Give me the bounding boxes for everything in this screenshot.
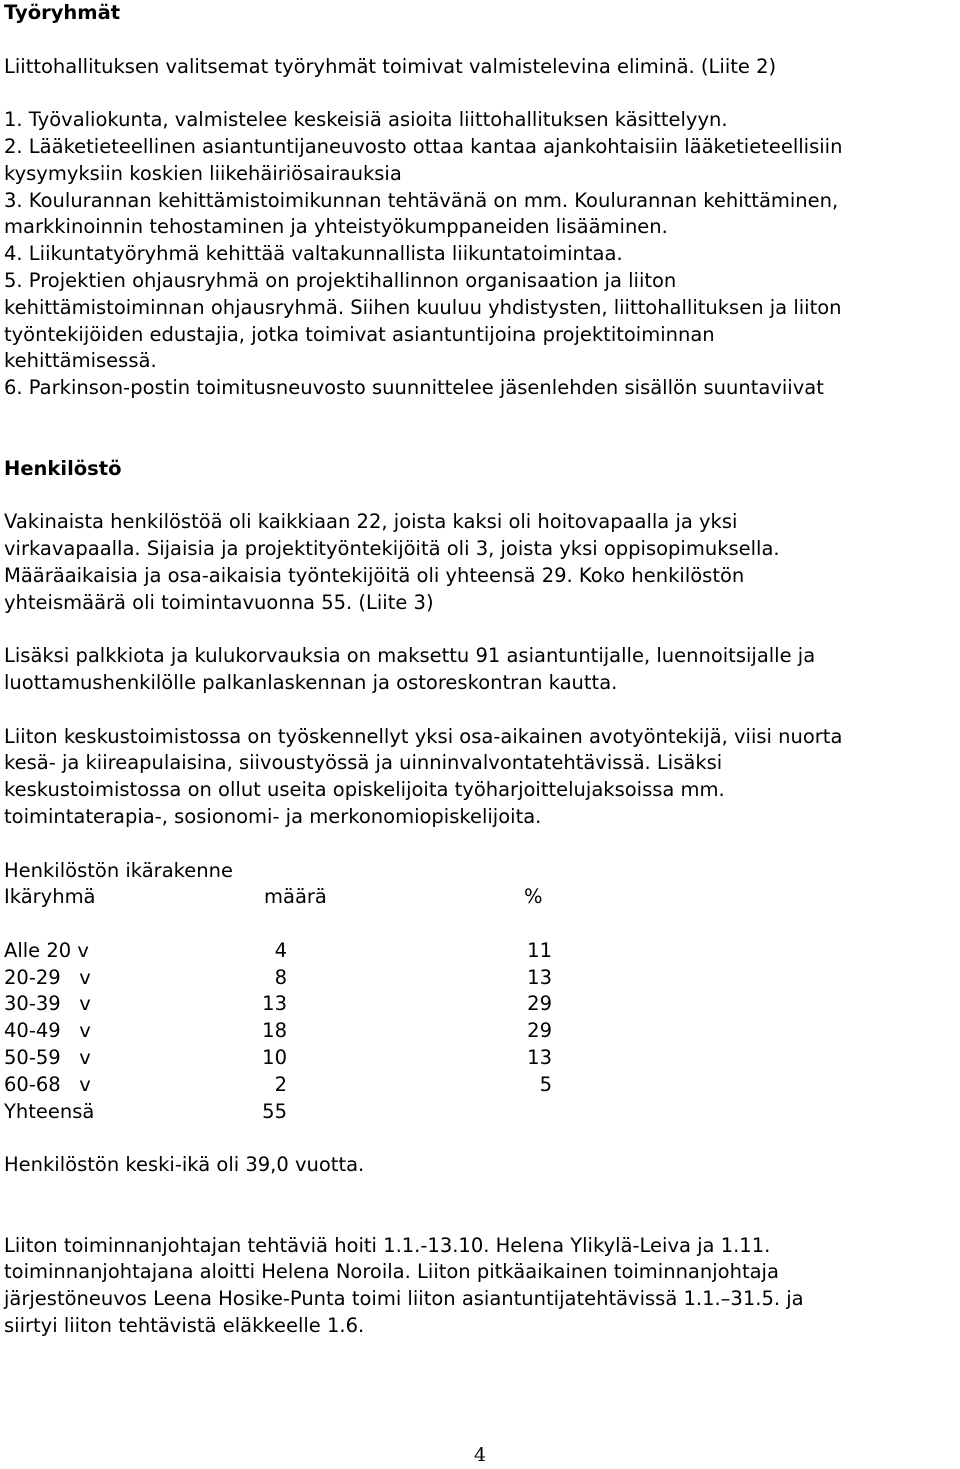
staff-paragraph-line: virkavapaalla. Sijaisia ja projektityöntekijöitä oli 3, joista yksi oppisopimuksella.: [4, 536, 780, 560]
percent-cell: 13: [527, 1046, 552, 1070]
count-cell: 13: [262, 992, 287, 1016]
management-paragraph-line: järjestöneuvos Leena Hosike-Punta toimi liiton asiantuntijatehtävissä 1.1.–31.5. ja: [4, 1287, 804, 1311]
workgroups-list-line: 2. Lääketieteellinen asiantuntijaneuvosto ottaa kantaa ajankohtaisiin lääketieteellisiin: [4, 134, 843, 158]
staff-heading: Henkilöstö: [4, 456, 122, 480]
age-group-cell: 50-59 v: [4, 1046, 91, 1070]
staff-paragraph-3: [4, 724, 958, 831]
workgroups-list-line: kysymyksiin koskien liikehäiriösairauksia: [4, 161, 402, 185]
table-row: [4, 1018, 958, 1045]
staff-paragraph-line: yhteismäärä oli toimintavuonna 55. (Liite 3): [4, 590, 434, 614]
staff-paragraph-line: luottamushenkilölle palkanlaskennan ja ostoreskontran kautta.: [4, 670, 618, 694]
document-page: [4, 0, 958, 1340]
workgroups-list-line: kehittämistoiminnan ohjausryhmä. Siihen kuuluu yhdistysten, liittohallituksen ja liiton: [4, 295, 842, 319]
count-cell: 2: [274, 1072, 287, 1096]
count-cell: 55: [262, 1099, 287, 1123]
workgroups-list-line: 5. Projektien ohjausryhmä on projektihallinnon organisaation ja liiton: [4, 268, 677, 292]
percent-cell: 29: [527, 1019, 552, 1043]
header-percent: %: [524, 885, 543, 909]
count-cell: 4: [274, 938, 287, 962]
age-group-cell: Yhteensä: [4, 1099, 95, 1123]
percent-cell: 29: [527, 992, 552, 1016]
header-count: määrä: [264, 885, 327, 909]
header-age-group: Ikäryhmä: [4, 885, 96, 909]
table-row: [4, 938, 958, 965]
management-paragraph-line: siirtyi liiton tehtävistä eläkkeelle 1.6.: [4, 1314, 365, 1338]
count-cell: 10: [262, 1046, 287, 1070]
average-age: Henkilöstön keski-ikä oli 39,0 vuotta.: [4, 1153, 365, 1177]
percent-cell: [287, 1099, 552, 1126]
table-row: [4, 965, 958, 992]
age-group-cell: 30-39 v: [4, 992, 91, 1016]
management-paragraph: [4, 1233, 958, 1340]
workgroups-list: [4, 107, 958, 402]
age-structure-header-row: [4, 884, 958, 911]
staff-paragraph-line: Lisäksi palkkiota ja kulukorvauksia on maksettu 91 asiantuntijalle, luennoitsijalle ja: [4, 644, 816, 668]
count-cell: 8: [274, 965, 287, 989]
staff-paragraph-line: Liiton keskustoimistossa on työskennellyt yksi osa-aikainen avotyöntekijä, viisi nuorta: [4, 724, 843, 748]
workgroups-list-line: työntekijöiden edustajia, jotka toimivat asiantuntijoina projektitoiminnan: [4, 322, 715, 346]
page-number: 4: [473, 1444, 487, 1466]
staff-paragraph-line: kesä- ja kiireapulaisina, siivoustyössä ja uinninvalvontatehtävissä. Lisäksi: [4, 751, 723, 775]
workgroups-list-line: 3. Koulurannan kehittämistoimikunnan tehtävänä on mm. Koulurannan kehittäminen,: [4, 188, 839, 212]
workgroups-list-line: kehittämisessä.: [4, 349, 157, 373]
age-structure-table: [4, 858, 958, 1126]
workgroups-list-line: 1. Työvaliokunta, valmistelee keskeisiä asioita liittohallituksen käsittelyyn.: [4, 108, 728, 132]
table-row: [4, 1072, 958, 1099]
age-group-cell: 20-29 v: [4, 965, 91, 989]
age-group-cell: Alle 20 v: [4, 938, 89, 962]
age-structure-title-row: [4, 858, 958, 885]
workgroups-intro: Liittohallituksen valitsemat työryhmät toimivat valmistelevina eliminä. (Liite 2): [4, 54, 777, 78]
staff-paragraph-line: toimintaterapia-, sosionomi- ja merkonomiopiskelijoita.: [4, 804, 542, 828]
staff-paragraph-2: [4, 643, 958, 697]
staff-paragraph-line: Määräaikaisia ja osa-aikaisia työntekijöitä oli yhteensä 29. Koko henkilöstön: [4, 563, 745, 587]
age-structure-title: Henkilöstön ikärakenne: [4, 858, 233, 882]
staff-paragraph-line: Vakinaista henkilöstöä oli kaikkiaan 22, joista kaksi oli hoitovapaalla ja yksi: [4, 510, 738, 534]
table-row-total: [4, 1099, 958, 1126]
workgroups-heading: Työryhmät: [4, 1, 121, 24]
staff-paragraph-line: keskustoimistossa on ollut useita opiskelijoita työharjoittelujaksoissa mm.: [4, 778, 725, 802]
percent-cell: 5: [539, 1072, 552, 1096]
percent-cell: 13: [527, 965, 552, 989]
table-row: [4, 1045, 958, 1072]
management-paragraph-line: toiminnanjohtajana aloitti Helena Noroila. Liiton pitkäaikainen toiminnanjohtaja: [4, 1260, 779, 1284]
staff-paragraph-1: [4, 509, 958, 616]
age-group-cell: 60-68 v: [4, 1072, 91, 1096]
count-cell: 18: [262, 1019, 287, 1043]
workgroups-list-line: 6. Parkinson-postin toimitusneuvosto suunnittelee jäsenlehden sisällön suuntaviivat: [4, 376, 824, 400]
workgroups-list-line: markkinoinnin tehostaminen ja yhteistyökumppaneiden lisääminen.: [4, 215, 668, 239]
age-group-cell: 40-49 v: [4, 1019, 91, 1043]
management-paragraph-line: Liiton toiminnanjohtajan tehtäviä hoiti 1.1.-13.10. Helena Ylikylä-Leiva ja 1.11.: [4, 1233, 771, 1257]
table-row: [4, 991, 958, 1018]
workgroups-list-line: 4. Liikuntatyöryhmä kehittää valtakunnallista liikuntatoimintaa.: [4, 242, 623, 266]
percent-cell: 11: [527, 938, 552, 962]
